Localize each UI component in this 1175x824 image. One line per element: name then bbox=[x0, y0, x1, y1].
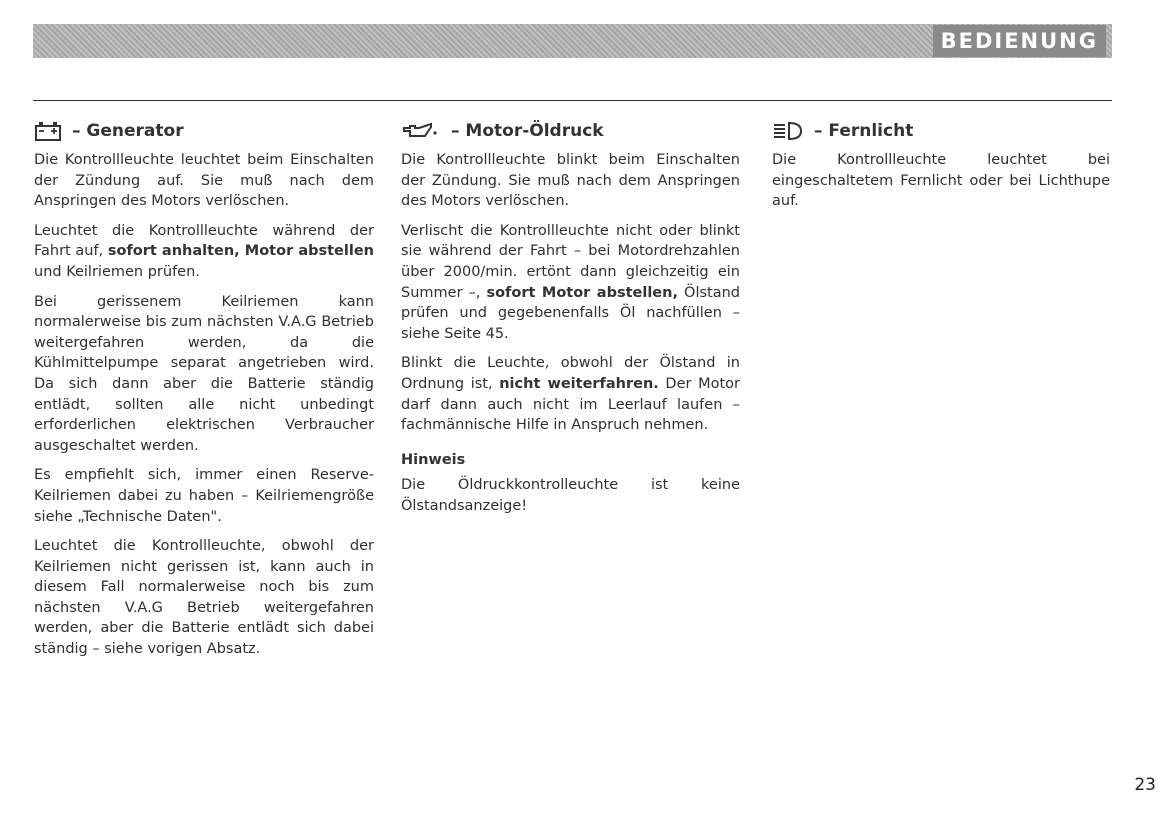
bold-text: sofort Motor abstellen, bbox=[486, 284, 678, 301]
text-segment: Der Motor darf dann auch nicht im Leerlauf laufen – fachmännische Hilfe in Anspruch nehmen. bbox=[401, 375, 740, 434]
high-beam-icon bbox=[772, 120, 804, 142]
paragraphs-high-beam bbox=[772, 150, 1110, 212]
heading-generator-text: – Generator bbox=[72, 120, 184, 141]
paragraph bbox=[772, 150, 1110, 212]
header-bar bbox=[33, 24, 1112, 58]
text-segment: Die Kontrollleuchte leuchtet bei eingeschaltetem Fernlicht oder bei Lichthupe auf. bbox=[772, 152, 1110, 210]
paragraphs-oil-pressure bbox=[401, 150, 740, 436]
heading-generator bbox=[34, 118, 374, 144]
battery-icon bbox=[34, 120, 62, 142]
text-segment: Die Kontrollleuchte leuchtet beim Einschalten der Zündung auf. Sie muß nach dem Anspringen des Motors verlöschen. bbox=[34, 152, 374, 210]
paragraph bbox=[34, 465, 374, 527]
bold-text: nicht weiterfahren. bbox=[499, 375, 659, 392]
column-generator bbox=[34, 118, 374, 669]
heading-oil-pressure bbox=[401, 118, 740, 144]
text-segment: Ölstand prüfen und gegebenenfalls Öl nachfüllen – siehe Seite 45. bbox=[401, 284, 740, 342]
header-rule bbox=[33, 100, 1112, 101]
text-segment: und Keilriemen prüfen. bbox=[34, 263, 200, 280]
heading-high-beam-text: – Fernlicht bbox=[814, 120, 914, 141]
heading-high-beam bbox=[772, 118, 1110, 144]
text-segment: Leuchtet die Kontrollleuchte, obwohl der Keilriemen nicht gerissen ist, kann auch in diesem Fall normalerweise noch bis zum nächsten V.A.G Betrieb weitergefahren werden, aber die Batterie entlädt sich dabei ständig – siehe vorigen Absatz. bbox=[34, 538, 374, 658]
paragraph bbox=[401, 221, 740, 345]
paragraph bbox=[34, 536, 374, 660]
heading-oil-pressure-text: – Motor-Öldruck bbox=[451, 120, 604, 141]
paragraph bbox=[401, 150, 740, 212]
hint-text: Die Öldruckkontrolleuchte ist keine Ölstandsanzeige! bbox=[401, 477, 740, 514]
section-title: BEDIENUNG bbox=[933, 25, 1106, 57]
paragraph bbox=[34, 150, 374, 212]
text-segment: Leuchtet die Kontrollleuchte während der Fahrt auf, bbox=[34, 222, 374, 260]
column-oil-pressure bbox=[401, 118, 740, 526]
bold-text: sofort anhalten, Motor abstellen bbox=[107, 243, 374, 260]
paragraph bbox=[34, 221, 374, 283]
paragraph bbox=[34, 292, 374, 457]
hint-title: Hinweis bbox=[401, 451, 466, 468]
text-segment: Blinkt die Leuchte, obwohl der Ölstand in Ordnung ist, bbox=[401, 355, 740, 392]
text-segment: Bei gerissenem Keilriemen kann normalerweise bis zum nächsten V.A.G Betrieb weitergefahren werden, da die Kühlmittelpumpe separat angetrieben wird. Da sich dann aber die Batterie ständig entlädt, sollten alle nicht unbedingt erforderlichen elektrischen Verbraucher ausgeschaltet werden. bbox=[34, 293, 374, 454]
text-segment: Es empfiehlt sich, immer einen Reserve-Keilriemen dabei zu haben – Keilriemengröße siehe „Technische Daten". bbox=[34, 467, 374, 525]
paragraphs-generator bbox=[34, 150, 374, 660]
text-segment: Verlischt die Kontrollleuchte nicht oder blinkt sie während der Fahrt – bei Motordrehzahlen über 2000/min. ertönt dann gleichzeitig ein Summer –, bbox=[401, 222, 740, 301]
oil-can-icon bbox=[401, 120, 441, 142]
text-segment: Die Kontrollleuchte blinkt beim Einschalten der Zündung. Sie muß nach dem Anspringen des Motors verlöschen. bbox=[401, 152, 740, 210]
page-number: 23 bbox=[1134, 775, 1156, 795]
paragraph bbox=[401, 353, 740, 435]
column-high-beam bbox=[772, 118, 1110, 221]
